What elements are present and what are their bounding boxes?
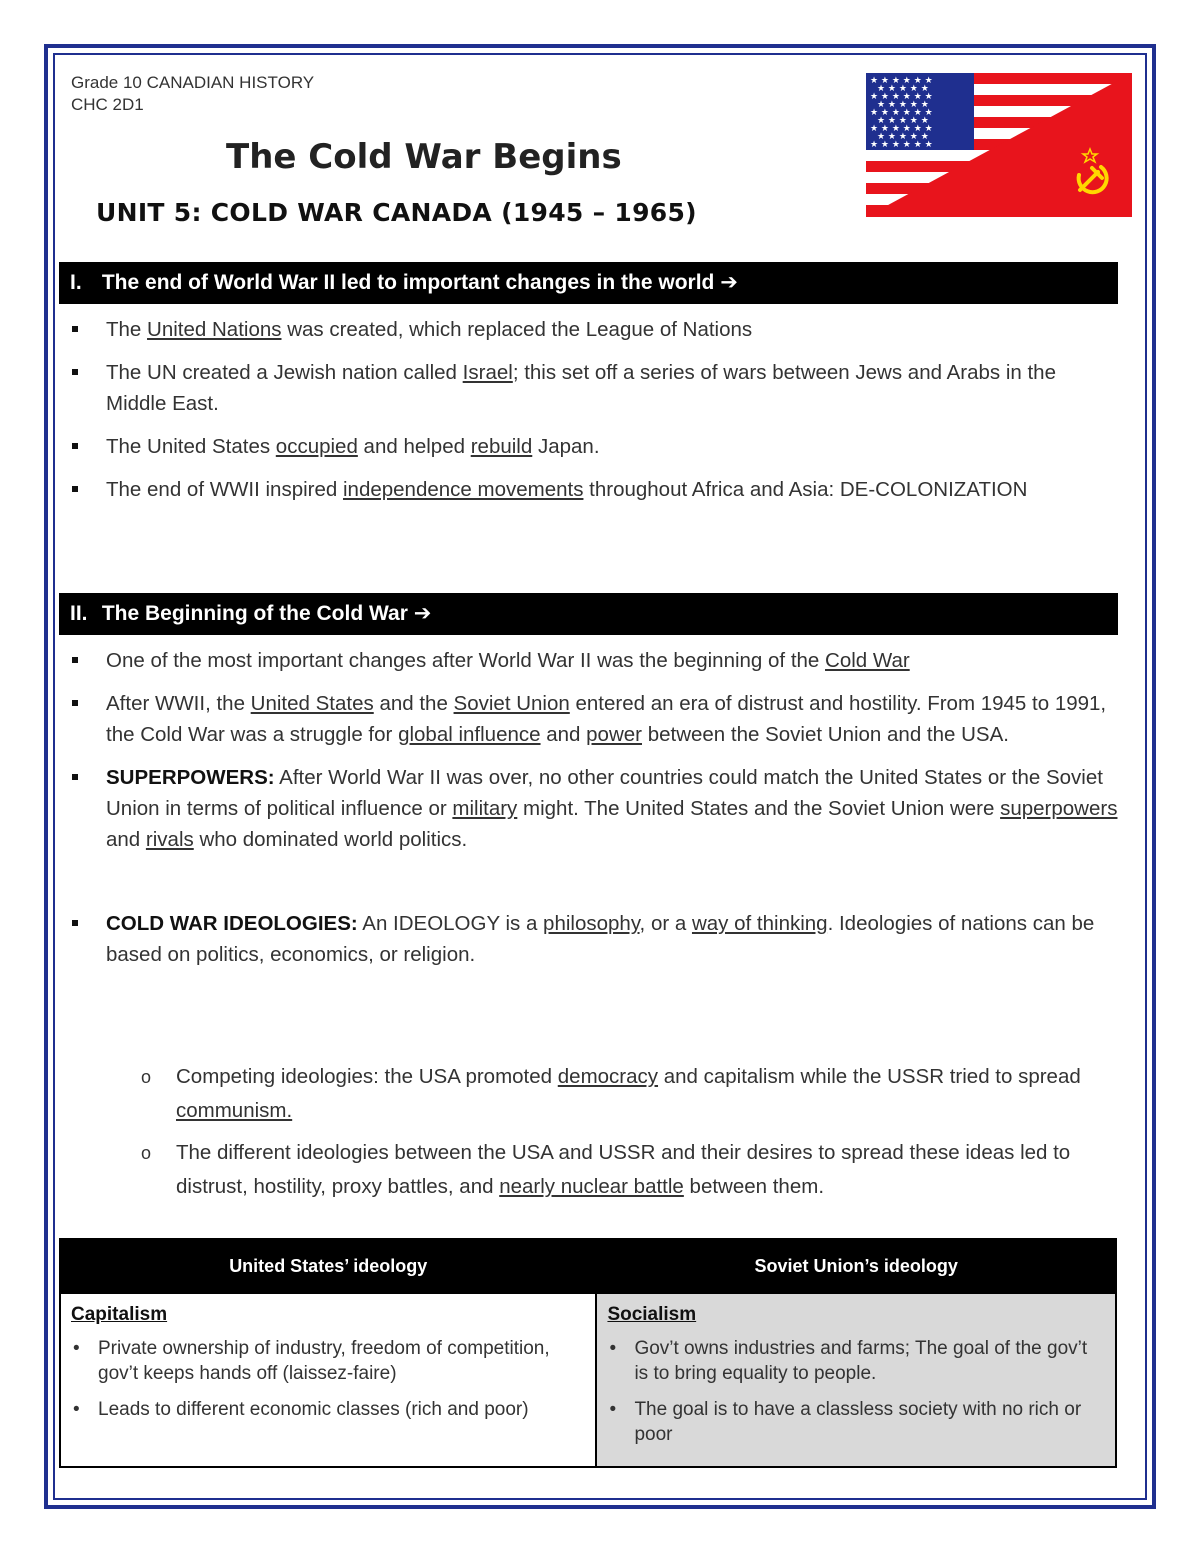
socialism-title: Socialism xyxy=(607,1304,697,1325)
capitalism-title: Capitalism xyxy=(71,1304,168,1325)
dot-bullet-icon: • xyxy=(609,1338,617,1359)
list-item: • The goal is to have a classless society with no rich or poor xyxy=(609,1399,1082,1445)
dot-bullet-icon: • xyxy=(73,1399,80,1420)
square-bullet-icon xyxy=(72,774,78,780)
section-2-heading: The Beginning of the Cold War xyxy=(101,602,408,625)
table-header-row xyxy=(60,1239,1116,1293)
svg-text:★ ★ ★ ★ ★: ★ ★ ★ ★ ★ xyxy=(877,116,929,126)
us-flag-stars xyxy=(870,76,933,150)
svg-text:★ ★ ★ ★ ★ ★: ★ ★ ★ ★ ★ ★ xyxy=(870,92,933,102)
sub-list-item: o Competing ideologies: the USA promoted democracy and capitalism while the USSR tried to spread communism. xyxy=(0,1060,1120,1128)
square-bullet-icon xyxy=(72,486,78,492)
list-item: The UN created a Jewish nation called Israel; this set off a series of wars between Jews and Arabs in the Middle East. xyxy=(0,357,1120,419)
svg-text:★ ★ ★ ★ ★ ★: ★ ★ ★ ★ ★ ★ xyxy=(870,108,933,118)
unit-title: UNIT 5: COLD WAR CANADA (1945 – 1965) xyxy=(96,198,697,227)
capitalism-cell xyxy=(60,1293,596,1467)
svg-text:★ ★ ★ ★ ★ ★: ★ ★ ★ ★ ★ ★ xyxy=(870,140,933,150)
table-row xyxy=(60,1293,1116,1467)
list-item: SUPERPOWERS: After World War II was over, no other countries could match the United States or the Soviet Union in terms of political influence or military might. The United States and the Soviet Union were superpowers and rivals who dominated world politics. xyxy=(0,762,1120,855)
dot-bullet-icon: • xyxy=(73,1338,80,1359)
socialism-cell xyxy=(596,1293,1116,1467)
square-bullet-icon xyxy=(72,700,78,706)
sub-list-item: o The different ideologies between the USA and USSR and their desires to spread these ideas led to distrust, hostility, proxy battles, and nearly nuclear battle between them. xyxy=(0,1136,1120,1204)
svg-text:★ ★ ★ ★ ★ ★: ★ ★ ★ ★ ★ ★ xyxy=(870,124,933,134)
square-bullet-icon xyxy=(72,443,78,449)
list-item: • Gov’t owns industries and farms; The goal of the gov’t is to bring equality to people. xyxy=(609,1338,1088,1384)
course-grade: Grade 10 CANADIAN HISTORY xyxy=(71,73,315,92)
svg-text:★ ★ ★ ★ ★: ★ ★ ★ ★ ★ xyxy=(877,84,929,94)
square-bullet-icon xyxy=(72,326,78,332)
course-info xyxy=(71,72,314,116)
socialism-list xyxy=(607,1336,1105,1447)
dot-bullet-icon: • xyxy=(609,1399,617,1420)
list-item: • Leads to different economic classes (rich and poor) xyxy=(73,1399,529,1420)
list-item: One of the most important changes after World War II was the beginning of the Cold War xyxy=(0,645,1120,676)
section-1-heading: The end of World War II led to important changes in the world xyxy=(101,271,715,294)
square-bullet-icon xyxy=(72,657,78,663)
capitalism-list xyxy=(71,1336,585,1422)
section-1-list xyxy=(0,314,1120,517)
section-1-number: I. xyxy=(70,271,82,294)
square-bullet-icon xyxy=(72,920,78,926)
list-item: The United Nations was created, which replaced the League of Nations xyxy=(0,314,1120,345)
list-item: The end of WWII inspired independence movements throughout Africa and Asia: DE-COLONIZATION xyxy=(0,474,1120,505)
section-1-header xyxy=(59,262,1118,304)
svg-text:★ ★ ★ ★ ★: ★ ★ ★ ★ ★ xyxy=(877,132,929,142)
usa-ussr-flag-image xyxy=(866,73,1132,217)
page-title: The Cold War Begins xyxy=(226,137,622,177)
ideology-sub-list xyxy=(0,1060,1120,1212)
svg-text:★ ★ ★ ★ ★ ★: ★ ★ ★ ★ ★ ★ xyxy=(870,76,933,86)
us-ideology-header: United States’ ideology xyxy=(60,1239,596,1293)
arrow-right-icon: ➔ xyxy=(413,602,432,625)
soviet-ideology-header: Soviet Union’s ideology xyxy=(596,1239,1116,1293)
list-item: After WWII, the United States and the Soviet Union entered an era of distrust and hostility. From 1945 to 1991, the Cold War was a struggle for global influence and power between the Soviet Union and the USA. xyxy=(0,688,1120,750)
course-code: CHC 2D1 xyxy=(71,95,144,114)
ideology-comparison-table xyxy=(59,1238,1117,1468)
section-2-header xyxy=(59,593,1118,635)
list-item: • Private ownership of industry, freedom of competition, gov’t keeps hands off (laissez-faire) xyxy=(73,1338,550,1384)
section-2-list xyxy=(0,645,1120,982)
section-2-number: II. xyxy=(70,602,88,625)
svg-text:★ ★ ★ ★ ★: ★ ★ ★ ★ ★ xyxy=(877,100,929,110)
arrow-right-icon: ➔ xyxy=(720,271,738,294)
list-item: COLD WAR IDEOLOGIES: An IDEOLOGY is a philosophy, or a way of thinking. Ideologies of nations can be based on politics, economics, or religion. xyxy=(0,908,1120,970)
square-bullet-icon xyxy=(72,369,78,375)
circle-bullet-icon: o xyxy=(141,1143,152,1163)
list-item: The United States occupied and helped rebuild Japan. xyxy=(0,431,1120,462)
circle-bullet-icon: o xyxy=(141,1067,152,1087)
